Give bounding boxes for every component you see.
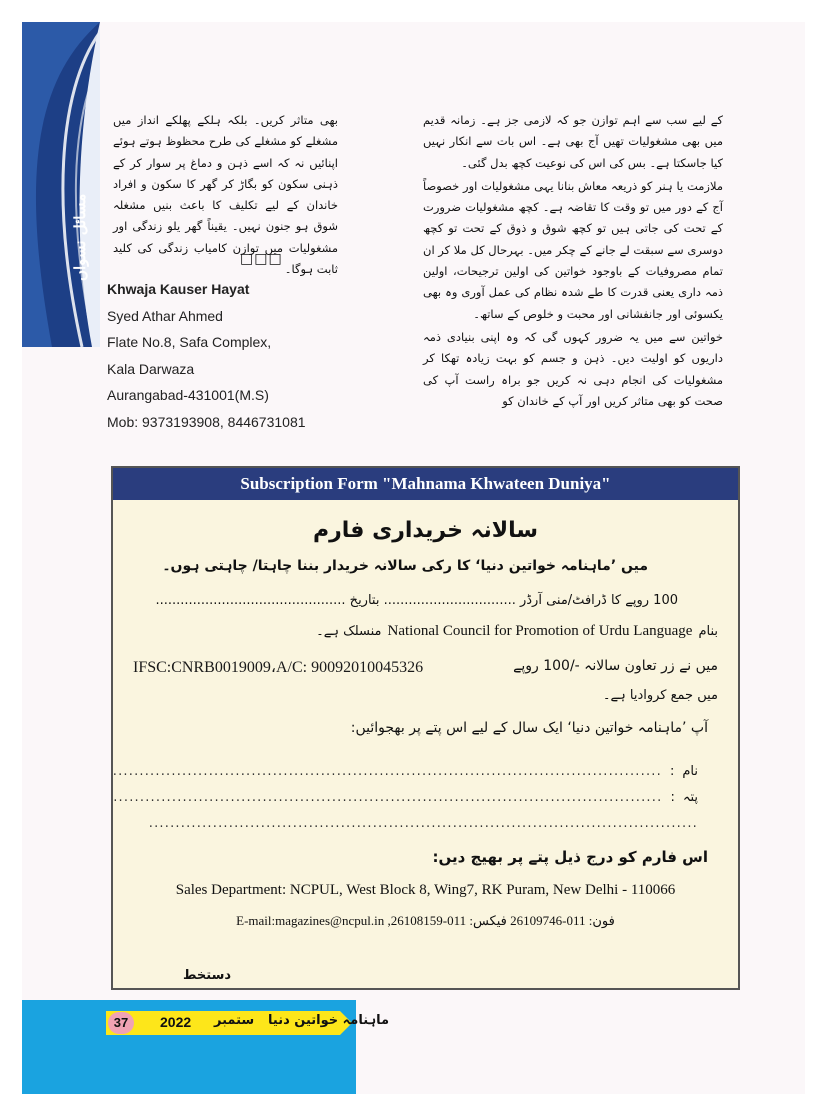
signature-label: دستخط bbox=[183, 968, 232, 983]
payee-line bbox=[316, 623, 718, 640]
issue-year: 2022 bbox=[160, 1014, 192, 1030]
author-address: Aurangabad-431001(M.S) bbox=[107, 387, 269, 403]
address-dots: ....................................................................................................... bbox=[113, 790, 663, 805]
author-block bbox=[107, 276, 306, 435]
address-field-2[interactable] bbox=[149, 816, 698, 831]
section-label: مسائل نسواں bbox=[71, 193, 89, 281]
author-line: Syed Athar Ahmed bbox=[107, 307, 223, 324]
paragraph: بھی متاثر کریں۔ بلکہ ہلکے پھلکے انداز میں مشغلے کو مشغلے کی طرح محظوظ ہوتے ہوئے اپنائیں نہ کہ اسے ذہن و دماغ پر سوار کر کے ذہنی سکون کو بگاڑ کر گھر کا سکون و افراد خاندان کے لیے تکلیف کا باعث بنیں مشغلہ شوق ہو جنون نہیں۔ یقیناً گھر یلو زندگی اور مشغولیات میں توازن کامیاب زندگی کی کلید ثابت ہوگا۔ bbox=[113, 113, 338, 277]
article-column-left bbox=[113, 110, 338, 282]
name-field[interactable]: نام : ....................................................................................................... bbox=[112, 764, 698, 779]
author-phone: Mob: 9373193908, 8446731081 bbox=[107, 413, 306, 430]
fee-line: میں نے زر تعاون سالانہ -/100 روپے bbox=[513, 658, 718, 674]
page-number: 37 bbox=[108, 1012, 134, 1034]
section-side-band bbox=[22, 22, 100, 347]
date-dots: .............................................. bbox=[155, 593, 346, 608]
address-label: پتہ bbox=[682, 790, 698, 805]
address-dots-2: ....................................................................................................... bbox=[148, 816, 698, 831]
contact-line: فون: 011-26109746 فیکس: 011-26108159, E-mail:magazines@ncpul.in bbox=[236, 913, 615, 928]
send-address-line: آپ ’ماہنامہ خواتین دنیا‘ ایک سال کے لیے اس پتے پر بھجوائیں: bbox=[350, 720, 708, 736]
form-title: سالانہ خریداری فارم bbox=[312, 518, 539, 543]
council-name: National Council for Promotion of Urdu Language bbox=[387, 623, 693, 639]
separator-marks: □□□ bbox=[240, 251, 283, 267]
draft-text: 100 روپے کا ڈرافٹ/منی آرڈر bbox=[519, 593, 678, 608]
deposit-line: میں جمع کروادیا ہے۔ bbox=[602, 688, 718, 703]
author-address: Flate No.8, Safa Complex, bbox=[107, 334, 272, 350]
payee-prefix: بنام bbox=[698, 624, 718, 639]
article-column-right bbox=[423, 110, 723, 414]
form-header: Subscription Form "Mahnama Khwateen Duniya" bbox=[113, 468, 738, 500]
name-dots: ....................................................................................................... bbox=[112, 764, 662, 779]
date-label: بتاریخ bbox=[349, 593, 380, 608]
paragraph: کے لیے سب سے اہم توازن جو کہ لازمی جز ہے۔ زمانہ قدیم میں بھی مشغولیات تھیں آج بھی ہے۔ اس بات سے انکار نہیں کیا جاسکتا ہے۔ بس کی اس کی نوعیت کچھ بدل گئی۔ bbox=[423, 113, 723, 170]
paragraph: خواتین سے میں یہ ضرور کہوں گی کہ وہ اپنی بنیادی ذمہ داریوں کو اولیت دیں۔ ذہن و جسم کو بہت زیادہ تھکا کر مشغولیات کی انجام دہی نہ کریں جو براہ راست آپ کی صحت کو بھی متاثر کریں اور آپ کے خاندان کو bbox=[423, 329, 723, 408]
attached-text: منسلک ہے۔ bbox=[316, 624, 382, 639]
draft-dots: ................................ bbox=[383, 593, 516, 608]
address-field[interactable]: پتہ : ....................................................................................................... bbox=[113, 790, 698, 805]
magazine-name: ماہنامہ خواتین دنیا bbox=[268, 1013, 390, 1028]
paragraph: ملازمت یا ہنر کو ذریعہ معاش بنانا یہی مشغولیات اور خصوصاً آج کے دور میں تو وقت کا تقاضہ ہے۔ کچھ مشغولیات ضرورت کے تحت کی جاتی ہیں تو کچھ شوق و ذوق کے تحت تو کچھ دوسری سے سبقت لے جانے کے چکر میں۔ بہرحال کل ملا کر ان تمام مصروفیات کے باوجود خواتین کی اولین ترجیحات، اولین ذمہ داری یعنی قدرت کا طے شدہ نظام کی عمل آوری وہ بھی یکسوئی اور جانفشانی اور محبت و خلوص کے ساتھ۔ bbox=[423, 178, 723, 321]
sales-address: Sales Department: NCPUL, West Block 8, Wing7, RK Puram, New Delhi - 110066 bbox=[175, 882, 676, 898]
issue-month: ستمبر bbox=[214, 1013, 255, 1028]
draft-line bbox=[155, 593, 678, 608]
subscription-form bbox=[111, 466, 740, 990]
mail-instruction: اس فارم کو درج ذیل پتے پر بھیج دیں: bbox=[432, 848, 708, 866]
form-intro-line: میں ’ماہنامہ خواتین دنیا‘ کا رکی سالانہ خریدار بننا چاہتا/ چاہتی ہوں۔ bbox=[162, 558, 648, 574]
bank-details: IFSC:CNRB0019009،A/C: 90092010045326 bbox=[133, 659, 424, 676]
name-label: نام bbox=[682, 764, 698, 779]
author-address: Kala Darwaza bbox=[107, 360, 195, 377]
author-name: Khwaja Kauser Hayat bbox=[107, 281, 250, 297]
